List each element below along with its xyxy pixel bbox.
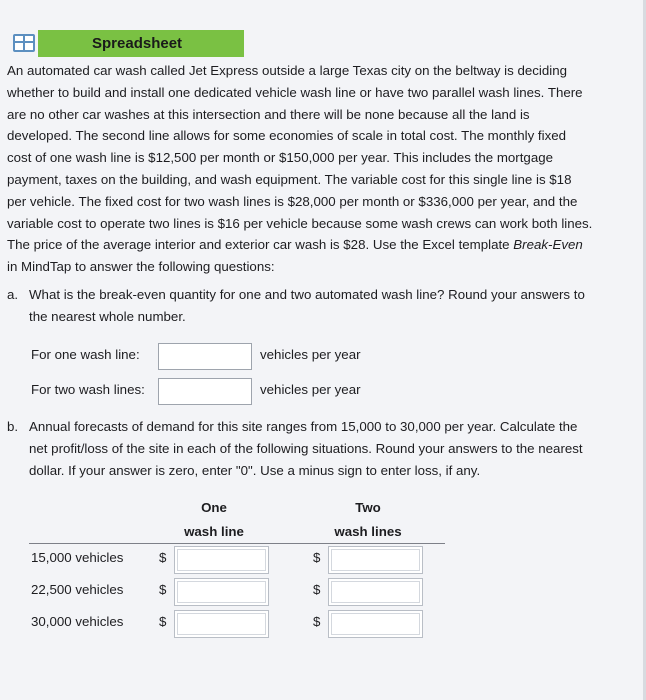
dollar-sign: $ (313, 614, 321, 629)
spreadsheet-icon[interactable] (13, 34, 35, 52)
breakeven-two-lines-input[interactable] (158, 378, 252, 405)
question-a-line: the nearest whole number. (29, 308, 186, 324)
template-name: Break-Even (513, 237, 583, 253)
question-letter: b. (7, 419, 19, 434)
intro-line: are no other car washes at this intersection and there will be none because all the land is (7, 106, 530, 122)
demand-row-label: 15,000 vehicles (31, 550, 124, 565)
two-lines-label: For two wash lines: (31, 382, 145, 397)
one-line-header-top: One (201, 500, 227, 515)
dollar-sign: $ (159, 550, 167, 565)
intro-line: whether to build and install one dedicated vehicle wash line or have two parallel wash lines. There (7, 84, 583, 100)
two-lines-unit: vehicles per year (260, 382, 361, 397)
intro-line: variable cost to operate two lines is $16 per vehicle because some wash crews can work both lines. (7, 215, 593, 231)
profit-30000-one-line-input[interactable] (174, 610, 269, 638)
intro-line: in MindTap to answer the following questions: (7, 259, 275, 275)
one-line-unit: vehicles per year (260, 347, 361, 362)
intro-line-text: The price of the average interior and exterior car wash is $28. Use the Excel template (7, 237, 514, 253)
question-b (7, 416, 637, 478)
demand-row-label: 30,000 vehicles (31, 614, 124, 629)
profit-22500-two-lines-input[interactable] (328, 578, 423, 606)
spreadsheet-banner[interactable] (38, 30, 244, 57)
profit-22500-one-line-input[interactable] (174, 578, 269, 606)
profit-30000-two-lines-input[interactable] (328, 610, 423, 638)
dollar-sign: $ (313, 550, 321, 565)
intro-line: cost of one wash line is $12,500 per month or $150,000 per year. This includes the mortgage (7, 150, 554, 166)
dollar-sign: $ (313, 582, 321, 597)
question-b-line: net profit/loss of the site in each of the following situations. Round your answers to the nearest (29, 440, 583, 456)
banner-title: Spreadsheet (92, 35, 183, 52)
intro-line: payment, taxes on the building, and wash equipment. The variable cost for this single line is $18 (7, 171, 572, 187)
question-a-line: What is the break-even quantity for one and two automated wash line? Round your answers to (29, 287, 585, 302)
question-b-line: dollar. If your answer is zero, enter "0". Use a minus sign to enter loss, if any. (29, 462, 481, 478)
two-lines-header-top: Two (355, 500, 381, 515)
question-letter: a. (7, 287, 19, 302)
problem-statement (7, 60, 637, 278)
profit-15000-one-line-input[interactable] (174, 546, 269, 574)
intro-line: developed. The second line allows for some economies of scale in total cost. The monthly fixed (7, 128, 567, 144)
dollar-sign: $ (159, 582, 167, 597)
profit-15000-two-lines-input[interactable] (328, 546, 423, 574)
header-divider (29, 543, 445, 544)
question-a (7, 284, 637, 324)
intro-line (7, 234, 637, 256)
demand-row-label: 22,500 vehicles (31, 582, 124, 597)
intro-line: An automated car wash called Jet Express outside a large Texas city on the beltway is deciding (7, 63, 568, 78)
question-b-line: Annual forecasts of demand for this site ranges from 15,000 to 30,000 per year. Calculate the (29, 419, 578, 434)
breakeven-one-line-input[interactable] (158, 343, 252, 370)
one-line-label: For one wash line: (31, 347, 140, 362)
intro-line: per vehicle. The fixed cost for two wash lines is $28,000 per month or $336,000 per year, and the (7, 193, 578, 209)
one-line-header-bottom: wash line (184, 524, 244, 539)
dollar-sign: $ (159, 614, 167, 629)
two-lines-header-bottom: wash lines (334, 524, 402, 539)
